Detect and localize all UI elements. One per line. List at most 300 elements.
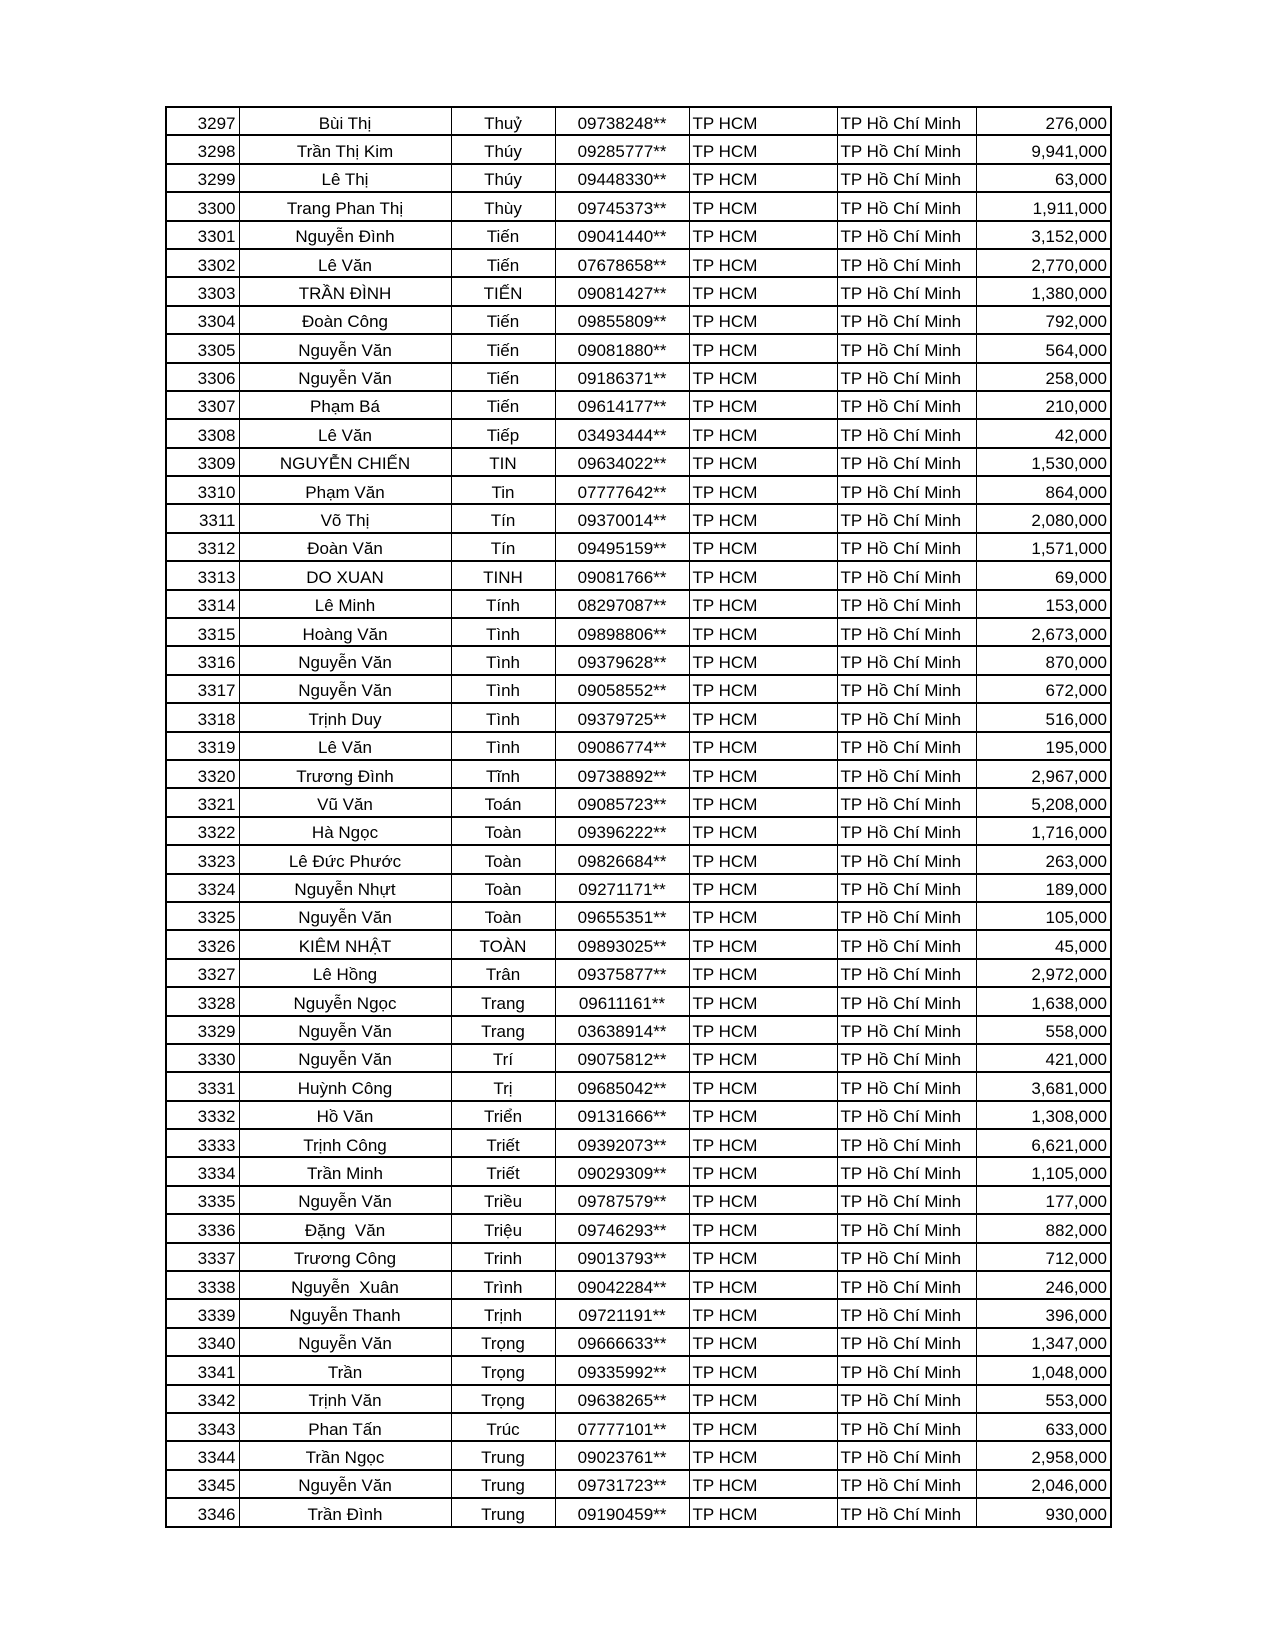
cell-row-id: 3337 <box>166 1243 239 1271</box>
cell-surname: Nguyễn Ngọc <box>239 987 451 1015</box>
cell-row-id: 3300 <box>166 192 239 220</box>
cell-province-short: TP HCM <box>689 1072 837 1100</box>
cell-phone-masked: 09738248** <box>555 107 689 135</box>
cell-row-id: 3317 <box>166 675 239 703</box>
cell-amount: 276,000 <box>976 107 1111 135</box>
cell-province-short: TP HCM <box>689 164 837 192</box>
cell-given-name: TIN <box>451 448 555 476</box>
table-row <box>166 675 1111 703</box>
cell-phone-masked: 09013793** <box>555 1243 689 1271</box>
table-row <box>166 363 1111 391</box>
cell-amount: 1,530,000 <box>976 448 1111 476</box>
cell-province-short: TP HCM <box>689 1016 837 1044</box>
cell-province-full: TP Hồ Chí Minh <box>837 618 976 646</box>
cell-row-id: 3344 <box>166 1441 239 1469</box>
cell-amount: 712,000 <box>976 1243 1111 1271</box>
cell-province-short: TP HCM <box>689 703 837 731</box>
table-row <box>166 561 1111 589</box>
cell-phone-masked: 09685042** <box>555 1072 689 1100</box>
cell-amount: 553,000 <box>976 1385 1111 1413</box>
cell-province-short: TP HCM <box>689 760 837 788</box>
cell-surname: Lê Văn <box>239 419 451 447</box>
cell-given-name: Tin <box>451 476 555 504</box>
cell-surname: Trương Công <box>239 1243 451 1271</box>
cell-amount: 2,770,000 <box>976 249 1111 277</box>
table-row <box>166 1101 1111 1129</box>
cell-surname: Vũ Văn <box>239 788 451 816</box>
table-row <box>166 1385 1111 1413</box>
cell-province-short: TP HCM <box>689 618 837 646</box>
cell-surname: DO XUAN <box>239 561 451 589</box>
cell-phone-masked: 09379725** <box>555 703 689 731</box>
cell-phone-masked: 07678658** <box>555 249 689 277</box>
cell-phone-masked: 09131666** <box>555 1101 689 1129</box>
cell-province-short: TP HCM <box>689 1214 837 1242</box>
cell-surname: Trần Thị Kim <box>239 135 451 163</box>
cell-row-id: 3308 <box>166 419 239 447</box>
cell-surname: Trang Phan Thị <box>239 192 451 220</box>
table-row <box>166 1072 1111 1100</box>
cell-amount: 396,000 <box>976 1299 1111 1327</box>
cell-province-full: TP Hồ Chí Minh <box>837 1385 976 1413</box>
cell-row-id: 3346 <box>166 1498 239 1526</box>
cell-phone-masked: 09023761** <box>555 1441 689 1469</box>
cell-surname: Nguyễn Văn <box>239 675 451 703</box>
cell-province-short: TP HCM <box>689 1498 837 1526</box>
cell-amount: 6,621,000 <box>976 1129 1111 1157</box>
cell-phone-masked: 09638265** <box>555 1385 689 1413</box>
table-row <box>166 448 1111 476</box>
cell-row-id: 3342 <box>166 1385 239 1413</box>
cell-amount: 1,638,000 <box>976 987 1111 1015</box>
table-row <box>166 845 1111 873</box>
cell-given-name: Triết <box>451 1129 555 1157</box>
cell-given-name: Tình <box>451 703 555 731</box>
cell-province-full: TP Hồ Chí Minh <box>837 1044 976 1072</box>
cell-surname: Lê Văn <box>239 249 451 277</box>
cell-surname: Đặng Văn <box>239 1214 451 1242</box>
cell-phone-masked: 09271171** <box>555 874 689 902</box>
cell-given-name: Triết <box>451 1157 555 1185</box>
cell-given-name: Trọng <box>451 1356 555 1384</box>
cell-amount: 63,000 <box>976 164 1111 192</box>
cell-province-short: TP HCM <box>689 590 837 618</box>
cell-province-full: TP Hồ Chí Minh <box>837 419 976 447</box>
cell-phone-masked: 09375877** <box>555 959 689 987</box>
cell-amount: 210,000 <box>976 391 1111 419</box>
cell-row-id: 3320 <box>166 760 239 788</box>
cell-surname: Nguyễn Đình <box>239 221 451 249</box>
cell-surname: Lê Đức Phước <box>239 845 451 873</box>
cell-province-full: TP Hồ Chí Minh <box>837 703 976 731</box>
cell-row-id: 3328 <box>166 987 239 1015</box>
cell-province-short: TP HCM <box>689 1356 837 1384</box>
cell-province-full: TP Hồ Chí Minh <box>837 476 976 504</box>
cell-given-name: TOÀN <box>451 930 555 958</box>
cell-given-name: Trinh <box>451 1243 555 1271</box>
cell-amount: 1,716,000 <box>976 817 1111 845</box>
cell-amount: 516,000 <box>976 703 1111 731</box>
cell-given-name: Tĩnh <box>451 760 555 788</box>
cell-phone-masked: 08297087** <box>555 590 689 618</box>
cell-amount: 1,347,000 <box>976 1328 1111 1356</box>
cell-amount: 2,972,000 <box>976 959 1111 987</box>
cell-amount: 105,000 <box>976 902 1111 930</box>
cell-amount: 195,000 <box>976 732 1111 760</box>
cell-surname: Đoàn Công <box>239 306 451 334</box>
cell-given-name: Triều <box>451 1186 555 1214</box>
cell-province-short: TP HCM <box>689 987 837 1015</box>
cell-given-name: Triển <box>451 1101 555 1129</box>
cell-phone-masked: 03493444** <box>555 419 689 447</box>
cell-row-id: 3297 <box>166 107 239 135</box>
cell-amount: 882,000 <box>976 1214 1111 1242</box>
cell-surname: Lê Văn <box>239 732 451 760</box>
table-row <box>166 1441 1111 1469</box>
cell-given-name: Tiến <box>451 249 555 277</box>
cell-province-full: TP Hồ Chí Minh <box>837 1356 976 1384</box>
cell-amount: 189,000 <box>976 874 1111 902</box>
cell-surname: Lê Thị <box>239 164 451 192</box>
cell-province-short: TP HCM <box>689 533 837 561</box>
table-row <box>166 135 1111 163</box>
cell-given-name: Trung <box>451 1441 555 1469</box>
cell-row-id: 3301 <box>166 221 239 249</box>
cell-surname: Phan Tấn <box>239 1413 451 1441</box>
table-row <box>166 334 1111 362</box>
cell-province-short: TP HCM <box>689 959 837 987</box>
cell-given-name: Tình <box>451 732 555 760</box>
cell-phone-masked: 09042284** <box>555 1271 689 1299</box>
cell-province-full: TP Hồ Chí Minh <box>837 732 976 760</box>
cell-amount: 1,308,000 <box>976 1101 1111 1129</box>
cell-surname: Trần Minh <box>239 1157 451 1185</box>
cell-row-id: 3336 <box>166 1214 239 1242</box>
cell-province-short: TP HCM <box>689 363 837 391</box>
cell-phone-masked: 09041440** <box>555 221 689 249</box>
cell-province-full: TP Hồ Chí Minh <box>837 590 976 618</box>
cell-surname: Nguyễn Văn <box>239 1186 451 1214</box>
cell-row-id: 3322 <box>166 817 239 845</box>
cell-province-full: TP Hồ Chí Minh <box>837 1470 976 1498</box>
cell-amount: 177,000 <box>976 1186 1111 1214</box>
cell-given-name: Tiến <box>451 391 555 419</box>
cell-phone-masked: 09738892** <box>555 760 689 788</box>
cell-phone-masked: 09787579** <box>555 1186 689 1214</box>
cell-province-short: TP HCM <box>689 221 837 249</box>
cell-row-id: 3338 <box>166 1271 239 1299</box>
cell-province-full: TP Hồ Chí Minh <box>837 1016 976 1044</box>
cell-province-full: TP Hồ Chí Minh <box>837 1498 976 1526</box>
cell-given-name: Tiến <box>451 363 555 391</box>
cell-phone-masked: 09396222** <box>555 817 689 845</box>
cell-given-name: Thúy <box>451 164 555 192</box>
cell-province-full: TP Hồ Chí Minh <box>837 675 976 703</box>
cell-phone-masked: 09081427** <box>555 277 689 305</box>
cell-row-id: 3323 <box>166 845 239 873</box>
cell-row-id: 3306 <box>166 363 239 391</box>
cell-province-short: TP HCM <box>689 448 837 476</box>
cell-amount: 2,046,000 <box>976 1470 1111 1498</box>
cell-surname: Bùi Thị <box>239 107 451 135</box>
cell-amount: 564,000 <box>976 334 1111 362</box>
cell-surname: Trương Đình <box>239 760 451 788</box>
table-row <box>166 959 1111 987</box>
cell-amount: 246,000 <box>976 1271 1111 1299</box>
cell-given-name: Tín <box>451 533 555 561</box>
cell-province-short: TP HCM <box>689 334 837 362</box>
table-row <box>166 533 1111 561</box>
cell-given-name: Trọng <box>451 1328 555 1356</box>
table-row <box>166 249 1111 277</box>
cell-given-name: Toàn <box>451 874 555 902</box>
cell-province-full: TP Hồ Chí Minh <box>837 277 976 305</box>
table-row <box>166 107 1111 135</box>
cell-province-short: TP HCM <box>689 277 837 305</box>
cell-phone-masked: 09731723** <box>555 1470 689 1498</box>
cell-amount: 3,681,000 <box>976 1072 1111 1100</box>
cell-row-id: 3312 <box>166 533 239 561</box>
cell-row-id: 3318 <box>166 703 239 731</box>
table-row <box>166 419 1111 447</box>
cell-given-name: Trí <box>451 1044 555 1072</box>
cell-province-full: TP Hồ Chí Minh <box>837 930 976 958</box>
cell-surname: Nguyễn Văn <box>239 334 451 362</box>
cell-row-id: 3325 <box>166 902 239 930</box>
cell-surname: Nguyễn Văn <box>239 363 451 391</box>
cell-phone-masked: 07777642** <box>555 476 689 504</box>
cell-given-name: Thuỷ <box>451 107 555 135</box>
cell-phone-masked: 09611161** <box>555 987 689 1015</box>
cell-row-id: 3334 <box>166 1157 239 1185</box>
cell-phone-masked: 09898806** <box>555 618 689 646</box>
cell-phone-masked: 09081766** <box>555 561 689 589</box>
cell-given-name: Tính <box>451 590 555 618</box>
cell-given-name: Trung <box>451 1470 555 1498</box>
cell-phone-masked: 09392073** <box>555 1129 689 1157</box>
cell-row-id: 3305 <box>166 334 239 362</box>
cell-province-full: TP Hồ Chí Minh <box>837 788 976 816</box>
cell-province-short: TP HCM <box>689 306 837 334</box>
table-row <box>166 703 1111 731</box>
cell-province-full: TP Hồ Chí Minh <box>837 448 976 476</box>
cell-amount: 9,941,000 <box>976 135 1111 163</box>
cell-amount: 870,000 <box>976 646 1111 674</box>
cell-given-name: Tiến <box>451 221 555 249</box>
cell-province-full: TP Hồ Chí Minh <box>837 1271 976 1299</box>
contact-amount-table <box>165 106 1112 1528</box>
cell-phone-masked: 09614177** <box>555 391 689 419</box>
table-row <box>166 277 1111 305</box>
cell-province-full: TP Hồ Chí Minh <box>837 192 976 220</box>
cell-province-short: TP HCM <box>689 1441 837 1469</box>
cell-given-name: Tín <box>451 504 555 532</box>
cell-phone-masked: 09370014** <box>555 504 689 532</box>
table-row <box>166 1214 1111 1242</box>
cell-surname: Lê Minh <box>239 590 451 618</box>
cell-surname: Nguyễn Văn <box>239 1470 451 1498</box>
cell-province-short: TP HCM <box>689 391 837 419</box>
table-row <box>166 874 1111 902</box>
cell-province-full: TP Hồ Chí Minh <box>837 164 976 192</box>
cell-phone-masked: 09655351** <box>555 902 689 930</box>
cell-amount: 633,000 <box>976 1413 1111 1441</box>
cell-row-id: 3302 <box>166 249 239 277</box>
cell-surname: Nguyễn Xuân <box>239 1271 451 1299</box>
table-row <box>166 1243 1111 1271</box>
cell-province-full: TP Hồ Chí Minh <box>837 845 976 873</box>
cell-province-short: TP HCM <box>689 1243 837 1271</box>
table-row <box>166 618 1111 646</box>
cell-given-name: Tình <box>451 646 555 674</box>
cell-surname: Nguyễn Thanh <box>239 1299 451 1327</box>
cell-surname: Nguyễn Văn <box>239 1328 451 1356</box>
cell-row-id: 3340 <box>166 1328 239 1356</box>
cell-amount: 2,958,000 <box>976 1441 1111 1469</box>
cell-surname: Đoàn Văn <box>239 533 451 561</box>
cell-given-name: Tiến <box>451 306 555 334</box>
cell-province-short: TP HCM <box>689 817 837 845</box>
cell-amount: 258,000 <box>976 363 1111 391</box>
table-row <box>166 1356 1111 1384</box>
table-row <box>166 1413 1111 1441</box>
cell-province-full: TP Hồ Chí Minh <box>837 363 976 391</box>
cell-row-id: 3310 <box>166 476 239 504</box>
cell-row-id: 3330 <box>166 1044 239 1072</box>
cell-province-short: TP HCM <box>689 476 837 504</box>
cell-given-name: TIẾN <box>451 277 555 305</box>
cell-province-full: TP Hồ Chí Minh <box>837 959 976 987</box>
cell-amount: 1,380,000 <box>976 277 1111 305</box>
cell-amount: 3,152,000 <box>976 221 1111 249</box>
cell-province-full: TP Hồ Chí Minh <box>837 1243 976 1271</box>
cell-row-id: 3327 <box>166 959 239 987</box>
cell-surname: Hoàng Văn <box>239 618 451 646</box>
table-row <box>166 987 1111 1015</box>
cell-phone-masked: 09746293** <box>555 1214 689 1242</box>
cell-phone-masked: 09186371** <box>555 363 689 391</box>
table-row <box>166 1271 1111 1299</box>
cell-province-short: TP HCM <box>689 732 837 760</box>
cell-province-short: TP HCM <box>689 192 837 220</box>
cell-province-full: TP Hồ Chí Minh <box>837 1186 976 1214</box>
cell-amount: 153,000 <box>976 590 1111 618</box>
cell-row-id: 3326 <box>166 930 239 958</box>
cell-phone-masked: 09666633** <box>555 1328 689 1356</box>
cell-row-id: 3299 <box>166 164 239 192</box>
cell-amount: 69,000 <box>976 561 1111 589</box>
cell-row-id: 3332 <box>166 1101 239 1129</box>
cell-amount: 1,911,000 <box>976 192 1111 220</box>
cell-given-name: Trân <box>451 959 555 987</box>
cell-province-short: TP HCM <box>689 874 837 902</box>
cell-surname: Nguyễn Nhựt <box>239 874 451 902</box>
table-row <box>166 1498 1111 1526</box>
cell-phone-masked: 09826684** <box>555 845 689 873</box>
cell-given-name: Trịnh <box>451 1299 555 1327</box>
cell-given-name: Toán <box>451 788 555 816</box>
cell-province-short: TP HCM <box>689 504 837 532</box>
table-row <box>166 902 1111 930</box>
cell-phone-masked: 09081880** <box>555 334 689 362</box>
table-row <box>166 1129 1111 1157</box>
cell-given-name: Thúy <box>451 135 555 163</box>
cell-amount: 1,571,000 <box>976 533 1111 561</box>
cell-amount: 421,000 <box>976 1044 1111 1072</box>
table-row <box>166 1016 1111 1044</box>
table-row <box>166 306 1111 334</box>
cell-given-name: Trang <box>451 987 555 1015</box>
cell-surname: Lê Hồng <box>239 959 451 987</box>
cell-phone-masked: 09285777** <box>555 135 689 163</box>
cell-surname: Phạm Bá <box>239 391 451 419</box>
cell-phone-masked: 09379628** <box>555 646 689 674</box>
cell-province-full: TP Hồ Chí Minh <box>837 533 976 561</box>
cell-given-name: Trình <box>451 1271 555 1299</box>
cell-province-full: TP Hồ Chí Minh <box>837 504 976 532</box>
cell-amount: 930,000 <box>976 1498 1111 1526</box>
cell-row-id: 3303 <box>166 277 239 305</box>
cell-province-short: TP HCM <box>689 1385 837 1413</box>
cell-row-id: 3339 <box>166 1299 239 1327</box>
cell-province-short: TP HCM <box>689 1328 837 1356</box>
cell-phone-masked: 09448330** <box>555 164 689 192</box>
cell-province-short: TP HCM <box>689 646 837 674</box>
cell-row-id: 3311 <box>166 504 239 532</box>
cell-given-name: Tình <box>451 618 555 646</box>
cell-province-full: TP Hồ Chí Minh <box>837 221 976 249</box>
cell-province-full: TP Hồ Chí Minh <box>837 1101 976 1129</box>
cell-given-name: Toàn <box>451 817 555 845</box>
cell-row-id: 3319 <box>166 732 239 760</box>
cell-row-id: 3316 <box>166 646 239 674</box>
cell-row-id: 3307 <box>166 391 239 419</box>
cell-row-id: 3304 <box>166 306 239 334</box>
cell-amount: 45,000 <box>976 930 1111 958</box>
cell-surname: Hà Ngọc <box>239 817 451 845</box>
cell-row-id: 3343 <box>166 1413 239 1441</box>
cell-province-short: TP HCM <box>689 675 837 703</box>
cell-province-full: TP Hồ Chí Minh <box>837 249 976 277</box>
cell-given-name: Thùy <box>451 192 555 220</box>
cell-given-name: Trọng <box>451 1385 555 1413</box>
cell-province-short: TP HCM <box>689 902 837 930</box>
cell-province-short: TP HCM <box>689 1271 837 1299</box>
cell-phone-masked: 07777101** <box>555 1413 689 1441</box>
table-row <box>166 1328 1111 1356</box>
cell-province-short: TP HCM <box>689 249 837 277</box>
cell-province-short: TP HCM <box>689 1470 837 1498</box>
cell-province-full: TP Hồ Chí Minh <box>837 987 976 1015</box>
cell-province-short: TP HCM <box>689 1101 837 1129</box>
cell-amount: 2,080,000 <box>976 504 1111 532</box>
cell-province-full: TP Hồ Chí Minh <box>837 334 976 362</box>
cell-province-short: TP HCM <box>689 561 837 589</box>
cell-surname: Nguyễn Văn <box>239 1016 451 1044</box>
cell-province-short: TP HCM <box>689 107 837 135</box>
cell-row-id: 3341 <box>166 1356 239 1384</box>
cell-province-full: TP Hồ Chí Minh <box>837 135 976 163</box>
cell-province-full: TP Hồ Chí Minh <box>837 306 976 334</box>
cell-surname: Trần <box>239 1356 451 1384</box>
cell-given-name: Trị <box>451 1072 555 1100</box>
cell-phone-masked: 03638914** <box>555 1016 689 1044</box>
cell-province-short: TP HCM <box>689 930 837 958</box>
table-row <box>166 164 1111 192</box>
cell-province-short: TP HCM <box>689 1044 837 1072</box>
table-row <box>166 930 1111 958</box>
cell-surname: NGUYỄN CHIẾN <box>239 448 451 476</box>
